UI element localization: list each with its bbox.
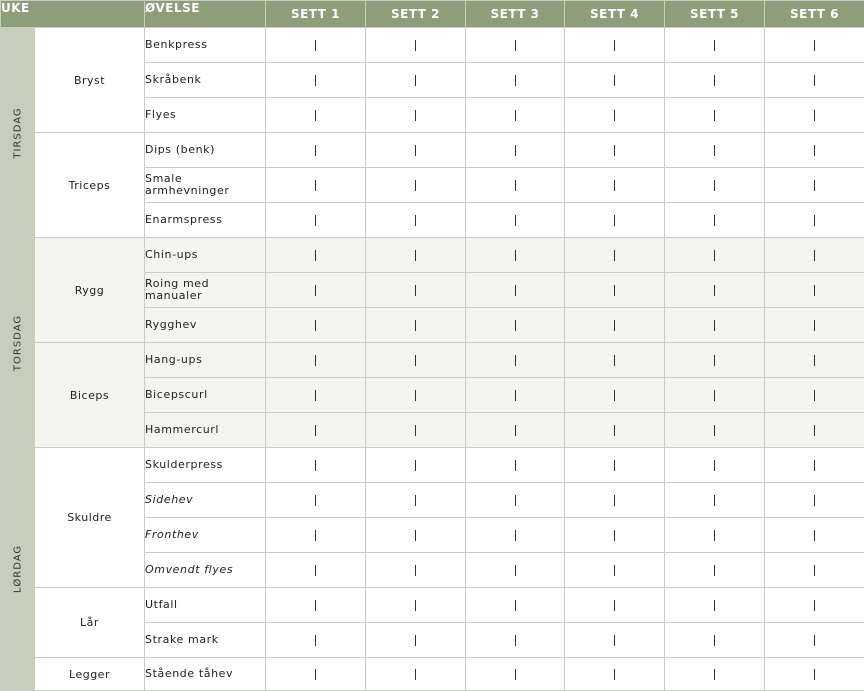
text-cursor-icon: [515, 600, 516, 611]
text-cursor-icon: [315, 285, 316, 296]
header-set-6: SETT 6: [765, 1, 864, 28]
text-cursor-icon: [814, 250, 815, 261]
text-cursor-icon: [415, 250, 416, 261]
set-input-cell-5[interactable]: [665, 63, 765, 98]
set-input-cell-2[interactable]: [366, 98, 466, 133]
set-input-cell-3[interactable]: [466, 413, 565, 448]
text-cursor-icon: [714, 355, 715, 366]
text-cursor-icon: [315, 250, 316, 261]
set-input-cell-1[interactable]: [266, 28, 366, 63]
day-cell: [1, 28, 35, 238]
text-cursor-icon: [415, 565, 416, 576]
exercise-name: Fronthev: [145, 518, 266, 553]
day-label: TIRSDAG: [12, 106, 23, 159]
set-input-cell-6[interactable]: [765, 658, 864, 691]
text-cursor-icon: [515, 110, 516, 121]
header-set-3: SETT 3: [466, 1, 565, 28]
set-input-cell-6[interactable]: [765, 588, 864, 623]
set-input-cell-5[interactable]: [665, 623, 765, 658]
set-input-cell-4[interactable]: [565, 343, 665, 378]
set-input-cell-6[interactable]: [765, 553, 864, 588]
set-input-cell-5[interactable]: [665, 343, 765, 378]
set-input-cell-1[interactable]: [266, 273, 366, 308]
text-cursor-icon: [315, 75, 316, 86]
set-input-cell-2[interactable]: [366, 553, 466, 588]
text-cursor-icon: [515, 285, 516, 296]
set-input-cell-6[interactable]: [765, 273, 864, 308]
text-cursor-icon: [315, 40, 316, 51]
text-cursor-icon: [814, 320, 815, 331]
set-input-cell-4[interactable]: [565, 203, 665, 238]
muscle-group-cell: Bryst: [35, 28, 145, 133]
set-input-cell-3[interactable]: [466, 308, 565, 343]
text-cursor-icon: [614, 180, 615, 191]
text-cursor-icon: [614, 40, 615, 51]
set-input-cell-4[interactable]: [565, 518, 665, 553]
header-set-2: SETT 2: [366, 1, 466, 28]
set-input-cell-1[interactable]: [266, 343, 366, 378]
text-cursor-icon: [515, 495, 516, 506]
set-input-cell-2[interactable]: [366, 63, 466, 98]
text-cursor-icon: [814, 600, 815, 611]
text-cursor-icon: [714, 285, 715, 296]
text-cursor-icon: [714, 180, 715, 191]
header-week: UKE: [1, 1, 145, 28]
text-cursor-icon: [315, 460, 316, 471]
set-input-cell-5[interactable]: [665, 168, 765, 203]
text-cursor-icon: [814, 669, 815, 680]
set-input-cell-5[interactable]: [665, 308, 765, 343]
muscle-group-cell: Triceps: [35, 133, 145, 238]
text-cursor-icon: [515, 145, 516, 156]
exercise-name: Dips (benk): [145, 133, 266, 168]
text-cursor-icon: [714, 40, 715, 51]
muscle-group-cell: Rygg: [35, 238, 145, 343]
text-cursor-icon: [814, 180, 815, 191]
set-input-cell-4[interactable]: [565, 133, 665, 168]
text-cursor-icon: [515, 320, 516, 331]
day-cell: [1, 448, 35, 691]
text-cursor-icon: [415, 669, 416, 680]
text-cursor-icon: [515, 425, 516, 436]
set-input-cell-5[interactable]: [665, 658, 765, 691]
set-input-cell-2[interactable]: [366, 413, 466, 448]
set-input-cell-3[interactable]: [466, 588, 565, 623]
set-input-cell-4[interactable]: [565, 273, 665, 308]
set-input-cell-2[interactable]: [366, 273, 466, 308]
set-input-cell-4[interactable]: [565, 238, 665, 273]
set-input-cell-5[interactable]: [665, 203, 765, 238]
exercise-name: Omvendt flyes: [145, 553, 266, 588]
text-cursor-icon: [714, 635, 715, 646]
set-input-cell-5[interactable]: [665, 133, 765, 168]
text-cursor-icon: [714, 215, 715, 226]
text-cursor-icon: [315, 495, 316, 506]
text-cursor-icon: [614, 75, 615, 86]
text-cursor-icon: [714, 110, 715, 121]
set-input-cell-5[interactable]: [665, 98, 765, 133]
set-input-cell-6[interactable]: [765, 98, 864, 133]
text-cursor-icon: [315, 600, 316, 611]
day-section: [1, 448, 864, 691]
text-cursor-icon: [315, 530, 316, 541]
set-input-cell-2[interactable]: [366, 203, 466, 238]
text-cursor-icon: [415, 285, 416, 296]
set-input-cell-6[interactable]: [765, 63, 864, 98]
text-cursor-icon: [415, 145, 416, 156]
exercise-row: [1, 133, 864, 168]
text-cursor-icon: [814, 390, 815, 401]
text-cursor-icon: [415, 180, 416, 191]
text-cursor-icon: [714, 565, 715, 576]
day-section: [1, 238, 864, 448]
set-input-cell-1[interactable]: [266, 378, 366, 413]
set-input-cell-1[interactable]: [266, 308, 366, 343]
exercise-name: Skulderpress: [145, 448, 266, 483]
text-cursor-icon: [614, 320, 615, 331]
text-cursor-icon: [315, 635, 316, 646]
exercise-name: Flyes: [145, 98, 266, 133]
text-cursor-icon: [614, 495, 615, 506]
text-cursor-icon: [415, 530, 416, 541]
muscle-group-cell: Skuldre: [35, 448, 145, 588]
set-input-cell-1[interactable]: [266, 518, 366, 553]
set-input-cell-2[interactable]: [366, 518, 466, 553]
text-cursor-icon: [515, 215, 516, 226]
text-cursor-icon: [415, 355, 416, 366]
text-cursor-icon: [315, 180, 316, 191]
set-input-cell-6[interactable]: [765, 413, 864, 448]
set-input-cell-5[interactable]: [665, 378, 765, 413]
text-cursor-icon: [814, 425, 815, 436]
set-input-cell-5[interactable]: [665, 588, 765, 623]
set-input-cell-5[interactable]: [665, 518, 765, 553]
set-input-cell-6[interactable]: [765, 343, 864, 378]
text-cursor-icon: [515, 460, 516, 471]
exercise-name: Bicepscurl: [145, 378, 266, 413]
text-cursor-icon: [415, 40, 416, 51]
text-cursor-icon: [614, 460, 615, 471]
text-cursor-icon: [415, 110, 416, 121]
text-cursor-icon: [614, 635, 615, 646]
set-input-cell-2[interactable]: [366, 238, 466, 273]
set-input-cell-3[interactable]: [466, 553, 565, 588]
exercise-name: Stående tåhev: [145, 658, 266, 691]
text-cursor-icon: [315, 565, 316, 576]
text-cursor-icon: [714, 390, 715, 401]
exercise-name: Hammercurl: [145, 413, 266, 448]
exercise-name: Benkpress: [145, 28, 266, 63]
set-input-cell-2[interactable]: [366, 588, 466, 623]
set-input-cell-1[interactable]: [266, 553, 366, 588]
muscle-group-cell: Lår: [35, 588, 145, 658]
text-cursor-icon: [614, 215, 615, 226]
set-input-cell-6[interactable]: [765, 238, 864, 273]
text-cursor-icon: [714, 320, 715, 331]
exercise-name: Roing med manualer: [145, 273, 266, 308]
set-input-cell-4[interactable]: [565, 168, 665, 203]
set-input-cell-6[interactable]: [765, 28, 864, 63]
set-input-cell-1[interactable]: [266, 203, 366, 238]
day-label: LØRDAG: [12, 544, 23, 594]
text-cursor-icon: [515, 355, 516, 366]
text-cursor-icon: [814, 110, 815, 121]
set-input-cell-3[interactable]: [466, 343, 565, 378]
text-cursor-icon: [614, 250, 615, 261]
set-input-cell-4[interactable]: [565, 623, 665, 658]
set-input-cell-4[interactable]: [565, 28, 665, 63]
set-input-cell-4[interactable]: [565, 588, 665, 623]
set-input-cell-3[interactable]: [466, 378, 565, 413]
set-input-cell-5[interactable]: [665, 553, 765, 588]
header-row: [1, 1, 864, 28]
set-input-cell-2[interactable]: [366, 133, 466, 168]
text-cursor-icon: [415, 460, 416, 471]
text-cursor-icon: [315, 215, 316, 226]
text-cursor-icon: [315, 669, 316, 680]
set-input-cell-3[interactable]: [466, 658, 565, 691]
header-set-1: SETT 1: [266, 1, 366, 28]
set-input-cell-4[interactable]: [565, 98, 665, 133]
set-input-cell-2[interactable]: [366, 28, 466, 63]
text-cursor-icon: [714, 425, 715, 436]
set-input-cell-1[interactable]: [266, 168, 366, 203]
header-set-4: SETT 4: [565, 1, 665, 28]
set-input-cell-3[interactable]: [466, 98, 565, 133]
set-input-cell-6[interactable]: [765, 133, 864, 168]
set-input-cell-3[interactable]: [466, 448, 565, 483]
text-cursor-icon: [814, 565, 815, 576]
header-set-5: SETT 5: [665, 1, 765, 28]
set-input-cell-1[interactable]: [266, 63, 366, 98]
text-cursor-icon: [614, 565, 615, 576]
text-cursor-icon: [814, 495, 815, 506]
set-input-cell-2[interactable]: [366, 378, 466, 413]
text-cursor-icon: [415, 390, 416, 401]
set-input-cell-1[interactable]: [266, 658, 366, 691]
set-input-cell-6[interactable]: [765, 378, 864, 413]
text-cursor-icon: [814, 40, 815, 51]
set-input-cell-5[interactable]: [665, 273, 765, 308]
text-cursor-icon: [714, 145, 715, 156]
set-input-cell-4[interactable]: [565, 448, 665, 483]
exercise-name: Chin-ups: [145, 238, 266, 273]
text-cursor-icon: [614, 425, 615, 436]
text-cursor-icon: [515, 669, 516, 680]
text-cursor-icon: [814, 460, 815, 471]
set-input-cell-5[interactable]: [665, 483, 765, 518]
set-input-cell-5[interactable]: [665, 413, 765, 448]
set-input-cell-5[interactable]: [665, 448, 765, 483]
exercise-row: [1, 343, 864, 378]
text-cursor-icon: [714, 250, 715, 261]
text-cursor-icon: [515, 180, 516, 191]
exercise-name: Enarmspress: [145, 203, 266, 238]
exercise-name: Strake mark: [145, 623, 266, 658]
set-input-cell-6[interactable]: [765, 623, 864, 658]
set-input-cell-4[interactable]: [565, 658, 665, 691]
exercise-row: [1, 448, 864, 483]
set-input-cell-1[interactable]: [266, 98, 366, 133]
text-cursor-icon: [315, 145, 316, 156]
text-cursor-icon: [614, 110, 615, 121]
text-cursor-icon: [315, 425, 316, 436]
text-cursor-icon: [814, 75, 815, 86]
set-input-cell-6[interactable]: [765, 448, 864, 483]
text-cursor-icon: [814, 355, 815, 366]
text-cursor-icon: [315, 390, 316, 401]
text-cursor-icon: [814, 285, 815, 296]
set-input-cell-6[interactable]: [765, 518, 864, 553]
set-input-cell-2[interactable]: [366, 343, 466, 378]
set-input-cell-3[interactable]: [466, 63, 565, 98]
exercise-row: [1, 588, 864, 623]
text-cursor-icon: [714, 530, 715, 541]
text-cursor-icon: [415, 75, 416, 86]
exercise-name: Hang-ups: [145, 343, 266, 378]
exercise-row: [1, 28, 864, 63]
text-cursor-icon: [515, 75, 516, 86]
set-input-cell-1[interactable]: [266, 483, 366, 518]
text-cursor-icon: [714, 460, 715, 471]
set-input-cell-3[interactable]: [466, 238, 565, 273]
text-cursor-icon: [315, 110, 316, 121]
set-input-cell-3[interactable]: [466, 203, 565, 238]
text-cursor-icon: [315, 355, 316, 366]
text-cursor-icon: [614, 390, 615, 401]
text-cursor-icon: [714, 669, 715, 680]
text-cursor-icon: [714, 75, 715, 86]
muscle-group-cell: Legger: [35, 658, 145, 691]
set-input-cell-4[interactable]: [565, 553, 665, 588]
day-label: TORSDAG: [12, 314, 23, 371]
text-cursor-icon: [814, 530, 815, 541]
set-input-cell-3[interactable]: [466, 168, 565, 203]
set-input-cell-3[interactable]: [466, 518, 565, 553]
set-input-cell-2[interactable]: [366, 623, 466, 658]
set-input-cell-5[interactable]: [665, 238, 765, 273]
text-cursor-icon: [415, 215, 416, 226]
set-input-cell-3[interactable]: [466, 273, 565, 308]
text-cursor-icon: [315, 320, 316, 331]
set-input-cell-1[interactable]: [266, 588, 366, 623]
set-input-cell-4[interactable]: [565, 308, 665, 343]
set-input-cell-2[interactable]: [366, 168, 466, 203]
set-input-cell-1[interactable]: [266, 238, 366, 273]
text-cursor-icon: [515, 40, 516, 51]
set-input-cell-4[interactable]: [565, 483, 665, 518]
text-cursor-icon: [515, 530, 516, 541]
set-input-cell-2[interactable]: [366, 308, 466, 343]
set-input-cell-3[interactable]: [466, 133, 565, 168]
exercise-name: Skråbenk: [145, 63, 266, 98]
exercise-name: Utfall: [145, 588, 266, 623]
exercise-row: [1, 238, 864, 273]
set-input-cell-4[interactable]: [565, 413, 665, 448]
text-cursor-icon: [415, 600, 416, 611]
header-exercise: ØVELSE: [145, 1, 266, 28]
set-input-cell-3[interactable]: [466, 623, 565, 658]
set-input-cell-3[interactable]: [466, 483, 565, 518]
set-input-cell-6[interactable]: [765, 168, 864, 203]
text-cursor-icon: [515, 250, 516, 261]
text-cursor-icon: [714, 600, 715, 611]
text-cursor-icon: [515, 390, 516, 401]
set-input-cell-2[interactable]: [366, 483, 466, 518]
exercise-name: Sidehev: [145, 483, 266, 518]
set-input-cell-6[interactable]: [765, 203, 864, 238]
text-cursor-icon: [515, 635, 516, 646]
set-input-cell-5[interactable]: [665, 28, 765, 63]
text-cursor-icon: [614, 285, 615, 296]
text-cursor-icon: [415, 635, 416, 646]
set-input-cell-1[interactable]: [266, 448, 366, 483]
text-cursor-icon: [714, 495, 715, 506]
exercise-name: Smale armhevninger: [145, 168, 266, 203]
text-cursor-icon: [614, 600, 615, 611]
text-cursor-icon: [614, 355, 615, 366]
text-cursor-icon: [614, 145, 615, 156]
text-cursor-icon: [614, 669, 615, 680]
set-input-cell-4[interactable]: [565, 63, 665, 98]
text-cursor-icon: [415, 495, 416, 506]
day-section: [1, 28, 864, 238]
day-cell: [1, 238, 35, 448]
set-input-cell-1[interactable]: [266, 133, 366, 168]
set-input-cell-3[interactable]: [466, 28, 565, 63]
text-cursor-icon: [814, 635, 815, 646]
set-input-cell-6[interactable]: [765, 308, 864, 343]
exercise-name: Rygghev: [145, 308, 266, 343]
text-cursor-icon: [814, 215, 815, 226]
muscle-group-cell: Biceps: [35, 343, 145, 448]
text-cursor-icon: [614, 530, 615, 541]
exercise-row: [1, 658, 864, 691]
set-input-cell-4[interactable]: [565, 378, 665, 413]
text-cursor-icon: [415, 320, 416, 331]
text-cursor-icon: [515, 565, 516, 576]
text-cursor-icon: [415, 425, 416, 436]
set-input-cell-2[interactable]: [366, 448, 466, 483]
set-input-cell-1[interactable]: [266, 623, 366, 658]
set-input-cell-1[interactable]: [266, 413, 366, 448]
set-input-cell-2[interactable]: [366, 658, 466, 691]
set-input-cell-6[interactable]: [765, 483, 864, 518]
text-cursor-icon: [814, 145, 815, 156]
